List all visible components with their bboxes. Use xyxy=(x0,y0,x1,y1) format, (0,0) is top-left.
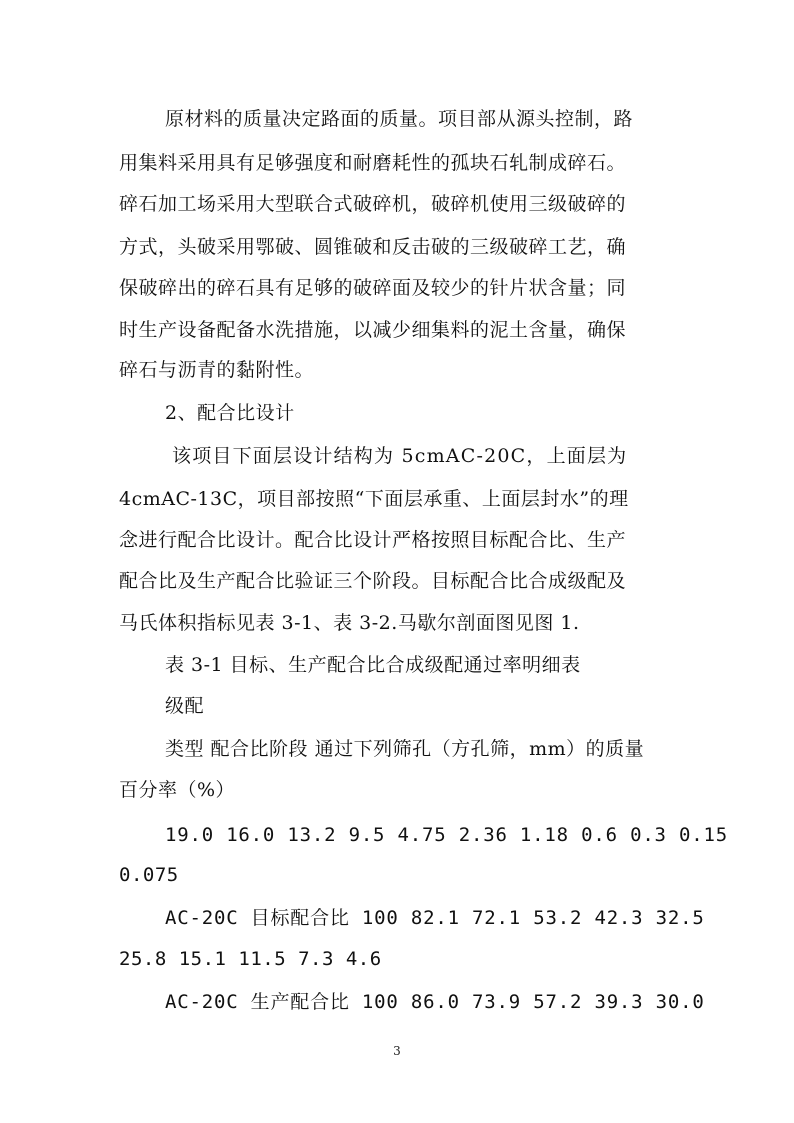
table-text-line: 百分率（%） xyxy=(119,779,236,801)
table-text-line: 19.0 16.0 13.2 9.5 4.75 2.36 1.18 0.6 0.3 0.15 xyxy=(165,824,728,846)
table-text-line: AC-20C 生产配合比 100 86.0 73.9 57.2 39.3 30.0 xyxy=(165,991,705,1013)
body-line: 用集料采用具有足够强度和耐磨耗性的孤块石轧制成碎石。 xyxy=(119,152,627,174)
body-line: 念进行配合比设计。配合比设计严格按照目标配合比、生产 xyxy=(119,529,627,551)
body-line: 碎石加工场采用大型联合式破碎机，破碎机使用三级破碎的 xyxy=(119,193,627,215)
table-text-line: 25.8 15.1 11.5 7.3 4.6 xyxy=(119,948,382,970)
page-number: 3 xyxy=(393,1044,401,1058)
body-line: 4cmAC-13C，项目部按照“下面层承重、上面层封水”的理 xyxy=(119,488,629,510)
section-heading: 2、配合比设计 xyxy=(165,402,295,424)
table-text-line: 类型 配合比阶段 通过下列筛孔（方孔筛，mm）的质量 xyxy=(165,738,645,760)
body-line: 时生产设备配备水洗措施，以减少细集料的泥土含量，确保 xyxy=(119,319,627,341)
body-line: 方式，头破采用鄂破、圆锥破和反击破的三级破碎工艺，确 xyxy=(119,236,627,258)
body-line: 配合比及生产配合比验证三个阶段。目标配合比合成级配及 xyxy=(119,570,627,592)
body-line: 保破碎出的碎石具有足够的破碎面及较少的针片状含量；同 xyxy=(119,277,627,299)
body-line: 马氏体积指标见表 3-1、表 3-2.马歇尔剖面图见图 1. xyxy=(119,612,580,634)
body-line: 该项目下面层设计结构为 5cmAC-20C，上面层为 xyxy=(172,445,628,467)
table-text-line: AC-20C 目标配合比 100 82.1 72.1 53.2 42.3 32.5 xyxy=(165,907,705,929)
body-line: 原材料的质量决定路面的质量。项目部从源头控制，路 xyxy=(165,108,634,130)
body-line: 碎石与沥青的黏附性。 xyxy=(119,359,315,381)
table-caption: 表 3-1 目标、生产配合比合成级配通过率明细表 xyxy=(165,654,581,676)
table-text-line: 级配 xyxy=(165,695,205,717)
table-text-line: 0.075 xyxy=(119,864,179,886)
